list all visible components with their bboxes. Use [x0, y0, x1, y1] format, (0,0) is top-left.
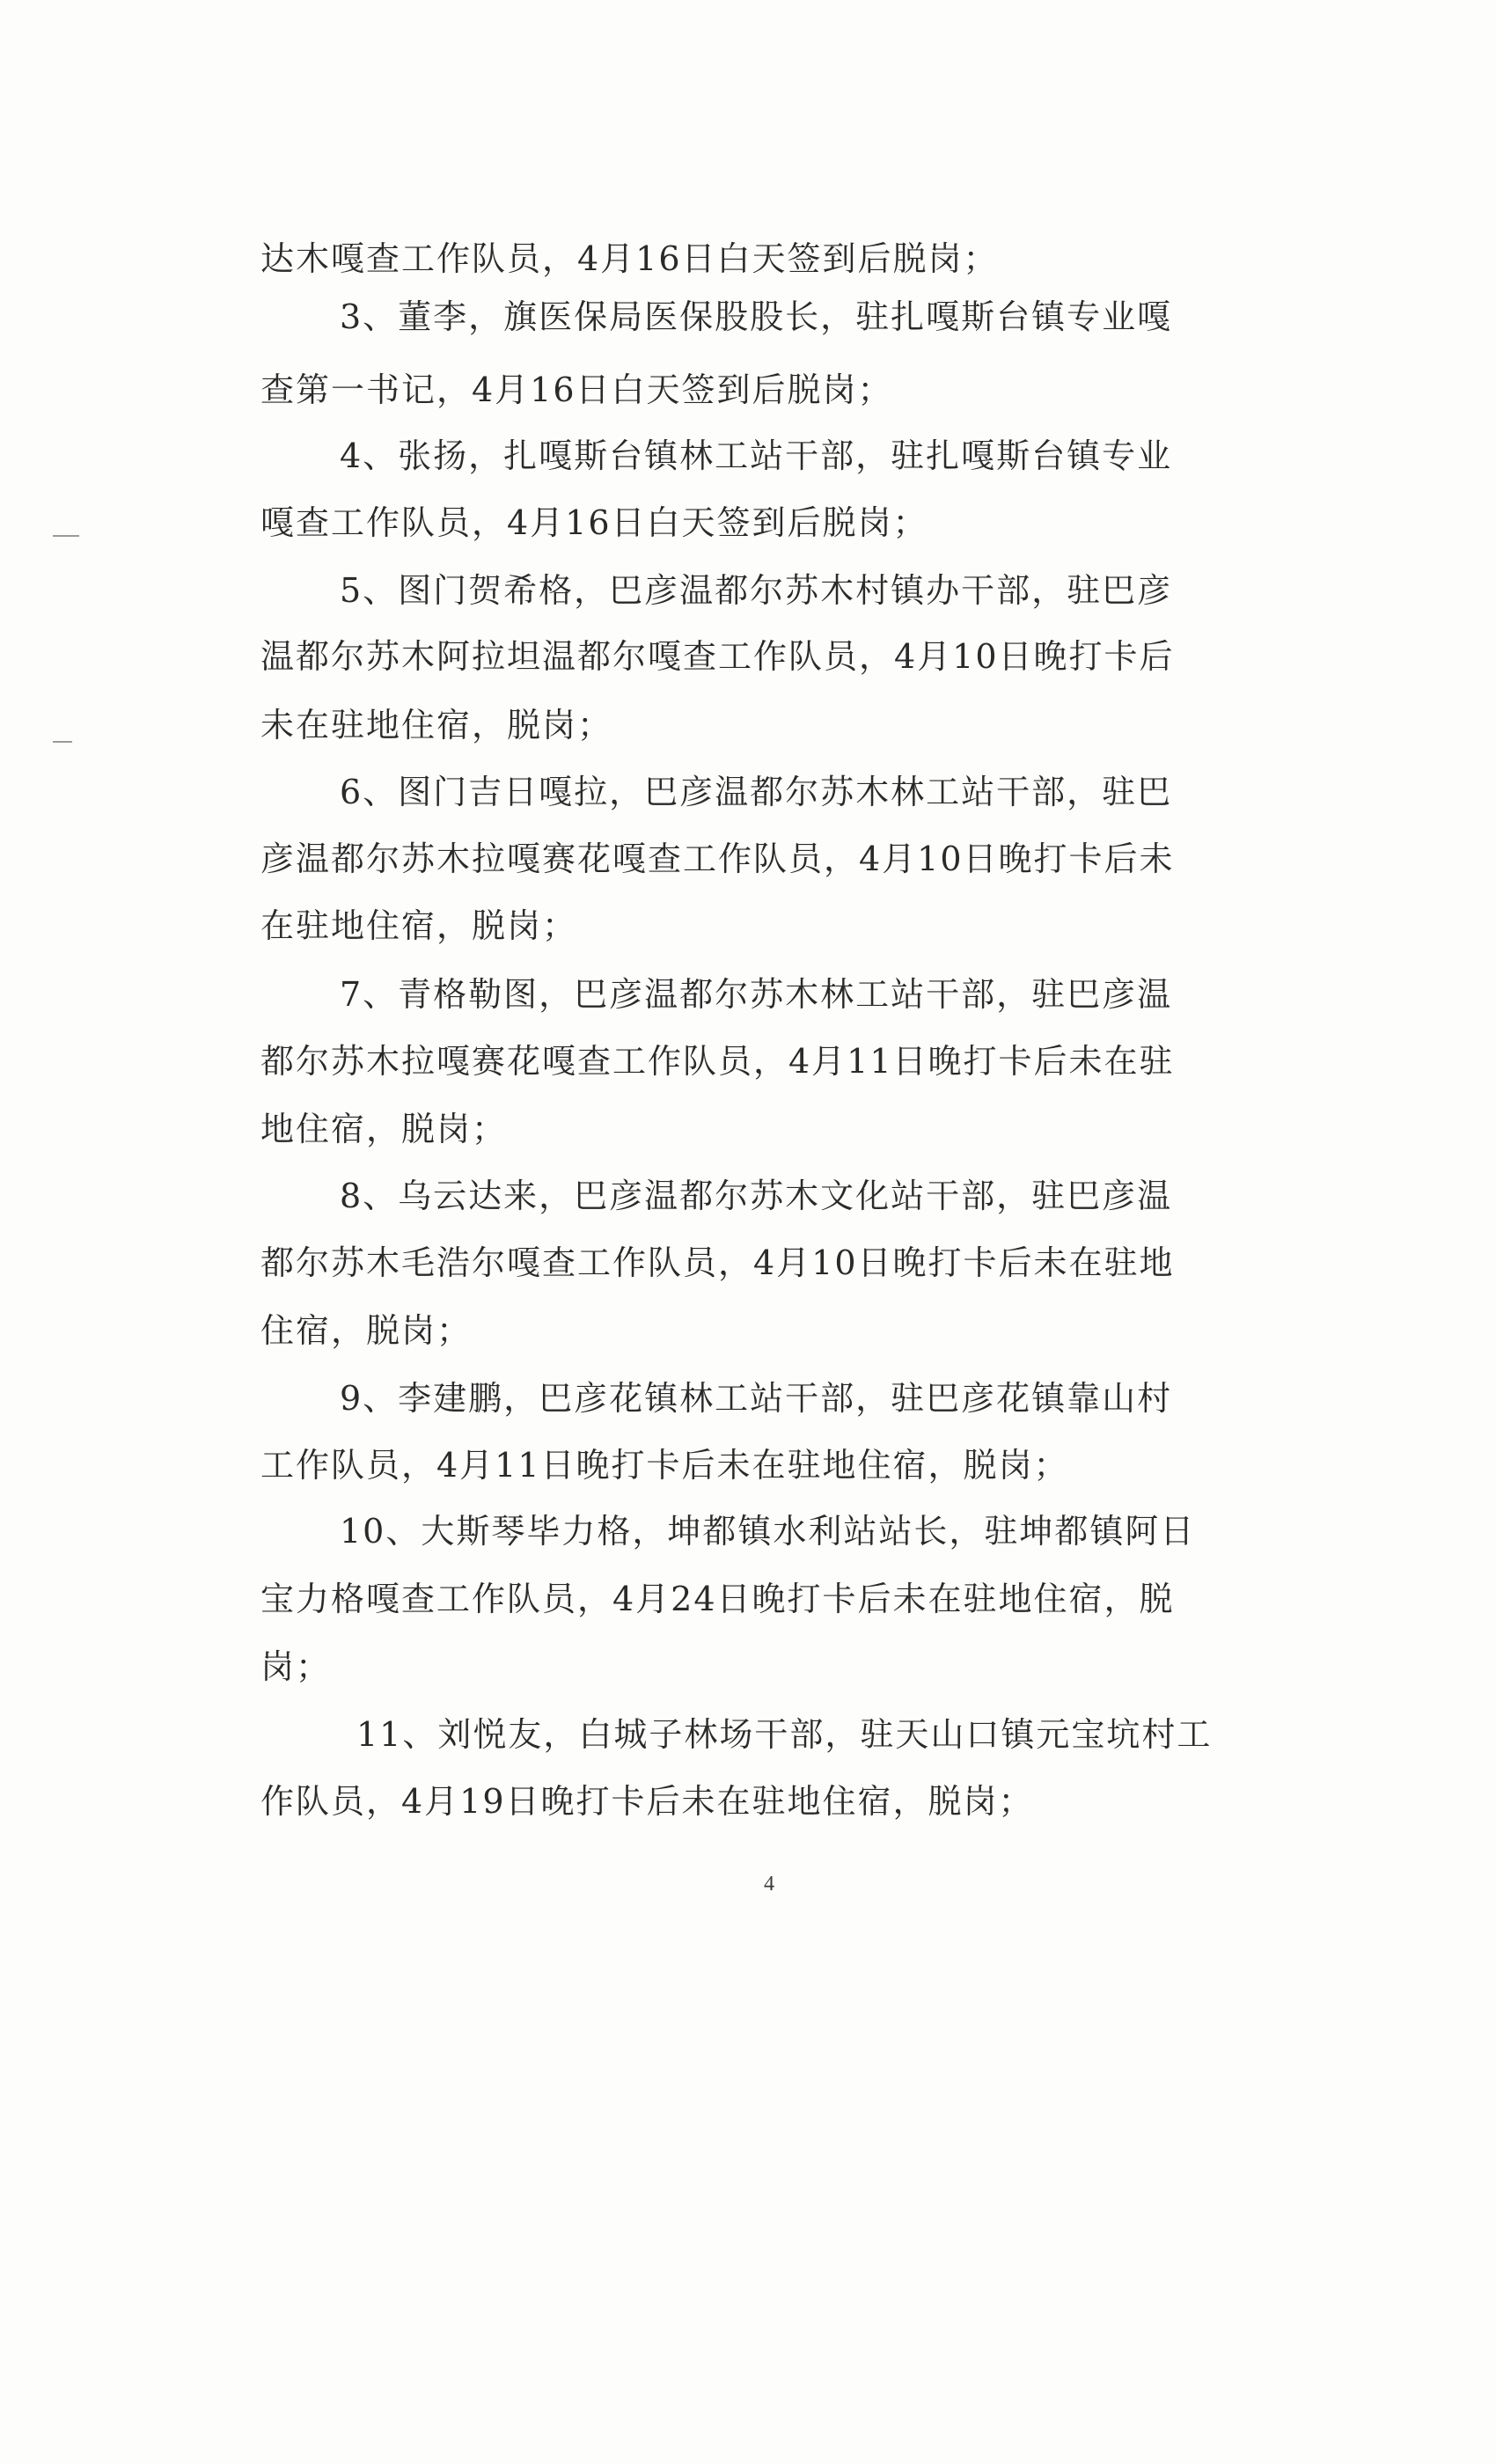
text-line: 11、刘悦友，白城子林场干部，驻天山口镇元宝坑村工	[356, 1715, 1213, 1754]
text-line: 在驻地住宿，脱岗；	[260, 906, 578, 945]
text-line: 作队员，4月19日晚打卡后未在驻地住宿，脱岗；	[260, 1782, 1034, 1821]
text-line: 9、李建鹏，巴彦花镇林工站干部，驻巴彦花镇靠山村	[340, 1379, 1173, 1418]
text-line: 地住宿，脱岗；	[260, 1110, 508, 1148]
text-line: 彦温都尔苏木拉嘎赛花嘎查工作队员，4月10日晚打卡后未	[260, 840, 1175, 878]
text-line: 都尔苏木毛浩尔嘎查工作队员，4月10日晚打卡后未在驻地	[260, 1243, 1175, 1282]
text-line: 7、青格勒图，巴彦温都尔苏木林工站干部，驻巴彦温	[340, 975, 1173, 1014]
text-line: 10、大斯琴毕力格，坤都镇水利站站长，驻坤都镇阿日	[340, 1512, 1196, 1551]
text-line: 温都尔苏木阿拉坦温都尔嘎查工作队员，4月10日晚打卡后	[260, 637, 1175, 676]
text-line: 未在驻地住宿，脱岗；	[260, 706, 613, 744]
text-line: 5、图门贺希格，巴彦温都尔苏木村镇办干部，驻巴彦	[340, 571, 1173, 610]
text-line: 嘎查工作队员，4月16日白天签到后脱岗；	[260, 503, 928, 542]
text-line: 查第一书记，4月16日白天签到后脱岗；	[260, 370, 893, 409]
text-line: 4、张扬，扎嘎斯台镇林工站干部，驻扎嘎斯台镇专业	[340, 436, 1173, 475]
page-number: 4	[764, 1873, 774, 1896]
text-line: 都尔苏木拉嘎赛花嘎查工作队员，4月11日晚打卡后未在驻	[260, 1042, 1175, 1081]
text-line: 宝力格嘎查工作队员，4月24日晚打卡后未在驻地住宿，脱	[260, 1580, 1175, 1618]
text-line: 住宿，脱岗；	[260, 1311, 473, 1350]
text-line: 达木嘎查工作队员，4月16日白天签到后脱岗；	[260, 239, 999, 278]
text-line: 岗；	[260, 1647, 332, 1686]
scan-margin-mark	[53, 741, 72, 743]
scan-margin-mark	[53, 535, 79, 537]
text-line: 3、董李，旗医保局医保股股长，驻扎嘎斯台镇专业嘎	[340, 297, 1173, 336]
text-line: 工作队员，4月11日晚打卡后未在驻地住宿，脱岗；	[260, 1446, 1069, 1485]
text-line: 8、乌云达来，巴彦温都尔苏木文化站干部，驻巴彦温	[340, 1177, 1173, 1215]
text-line: 6、图门吉日嘎拉，巴彦温都尔苏木林工站干部，驻巴	[340, 773, 1173, 811]
